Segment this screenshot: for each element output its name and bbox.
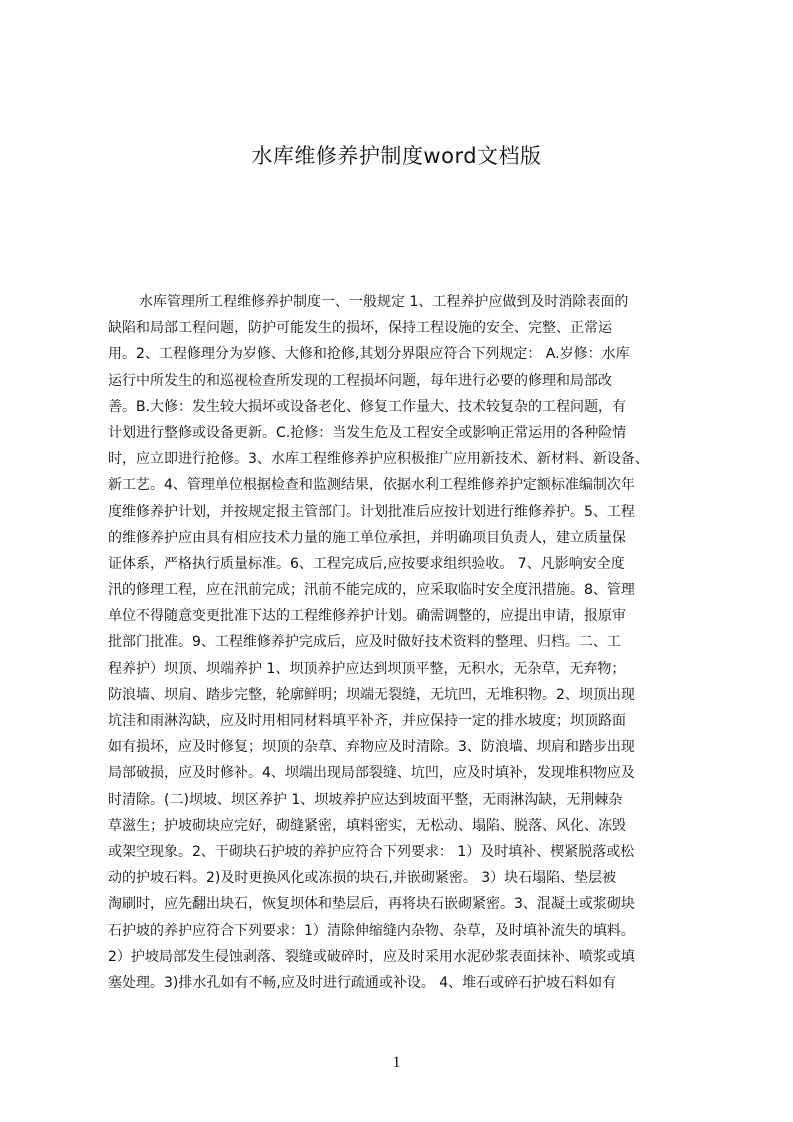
body-line: 善。B.大修：发生较大损坏或设备老化、修复工作量大、技术较复杂的工程问题，有	[108, 398, 627, 415]
body-line: 或架空现象。2、干砌块石护坡的养护应符合下列要求： 1）及时填补、楔紧脱落或松	[108, 843, 635, 860]
body-line: 石护坡的养护应符合下列要求：1）清除伸缩缝内杂物、杂草，及时填补流失的填料。	[108, 922, 635, 939]
body-line: 时清除。(二)坝坡、坝区养护 1、坝坡养护应达到坡面平整，无雨淋沟缺，无荆棘杂	[108, 791, 623, 808]
body-line: 汛的修理工程，应在汛前完成；汛前不能完成的，应采取临时安全度汛措施。8、管理	[108, 582, 635, 599]
body-line: 单位不得随意变更批准下达的工程维修养护计划。确需调整的，应提出申请，报原审	[108, 608, 626, 625]
body-line: 防浪墙、坝肩、踏步完整，轮廓鲜明；坝端无裂缝，无坑凹，无堆积物。2、坝顶出现	[108, 686, 635, 703]
page-number: 1	[392, 1054, 401, 1071]
body-line: 的维修养护应由具有相应技术力量的施工单位承担，并明确项目负责人，建立质量保	[108, 529, 626, 546]
body-line: 如有损坏，应及时修复；坝顶的杂草、弃物应及时清除。3、防浪墙、坝肩和踏步出现	[108, 739, 635, 756]
body-line: 淘刷时，应先翻出块石，恢复坝体和垫层后，再将块石嵌砌紧密。3、混凝土或浆砌块	[108, 896, 635, 913]
document-body	[108, 289, 698, 996]
body-line: 程养护）坝顶、坝端养护 1、坝顶养护应达到坝顶平整，无积水，无杂草，无弃物；	[108, 660, 626, 677]
body-line: 批部门批准。9、工程维修养护完成后，应及时做好技术资料的整理、归档。二、工	[108, 634, 621, 651]
body-line: 草滋生；护坡砌块应完好，砌缝紧密，填料密实，无松动、塌陷、脱落、风化、冻毁	[108, 817, 626, 834]
body-line: 坑洼和雨淋沟缺，应及时用相同材料填平补齐，并应保持一定的排水坡度；坝顶路面	[108, 713, 626, 729]
body-line: 用。2、工程修理分为岁修、大修和抢修,其划分界限应符合下列规定： A.岁修：水库	[108, 346, 630, 363]
body-line: 运行中所发生的和巡视检查所发现的工程损坏问题，每年进行必要的修理和局部改	[108, 372, 612, 389]
body-line: 新工艺。4、管理单位根据检查和监测结果，依据水利工程维修养护定额标准编制次年	[108, 477, 635, 494]
body-line: 缺陷和局部工程问题，防护可能发生的损坏，保持工程设施的安全、完整、正常运	[108, 320, 612, 337]
body-line: 动的护坡石料。2)及时更换风化或冻损的块石,并嵌砌紧密。 3）块石塌陷、垫层被	[108, 870, 617, 887]
body-line: 塞处理。3)排水孔如有不畅,应及时进行疏通或补设。 4、堆石或碎石护坡石料如有	[108, 974, 617, 991]
body-line: 度维修养护计划，并按规定报主管部门。计划批准后应按计划进行维修养护。5、工程	[108, 503, 635, 520]
body-line: 2）护坡局部发生侵蚀剥落、裂缝或破碎时，应及时采用水泥砂浆表面抹补、喷浆或填	[108, 948, 635, 965]
body-line: 计划进行整修或设备更新。C.抢修：当发生危及工程安全或影响正常运用的各种险情	[108, 424, 627, 441]
body-line: 证体系，严格执行质量标准。6、工程完成后,应按要求组织验收。 7、凡影响安全度	[108, 555, 625, 572]
body-line: 局部破损，应及时修补。4、坝端出现局部裂缝、坑凹，应及时填补，发现堆积物应及	[108, 765, 635, 782]
body-line: 时，应立即进行抢修。3、水库工程维修养护应积极推广应用新技术、新材料、新设备、	[108, 451, 649, 468]
body-line: 水库管理所工程维修养护制度一、一般规定 1、工程养护应做到及时消除表面的	[139, 294, 629, 310]
document-title: 水库维修养护制度word文档版	[251, 144, 542, 168]
